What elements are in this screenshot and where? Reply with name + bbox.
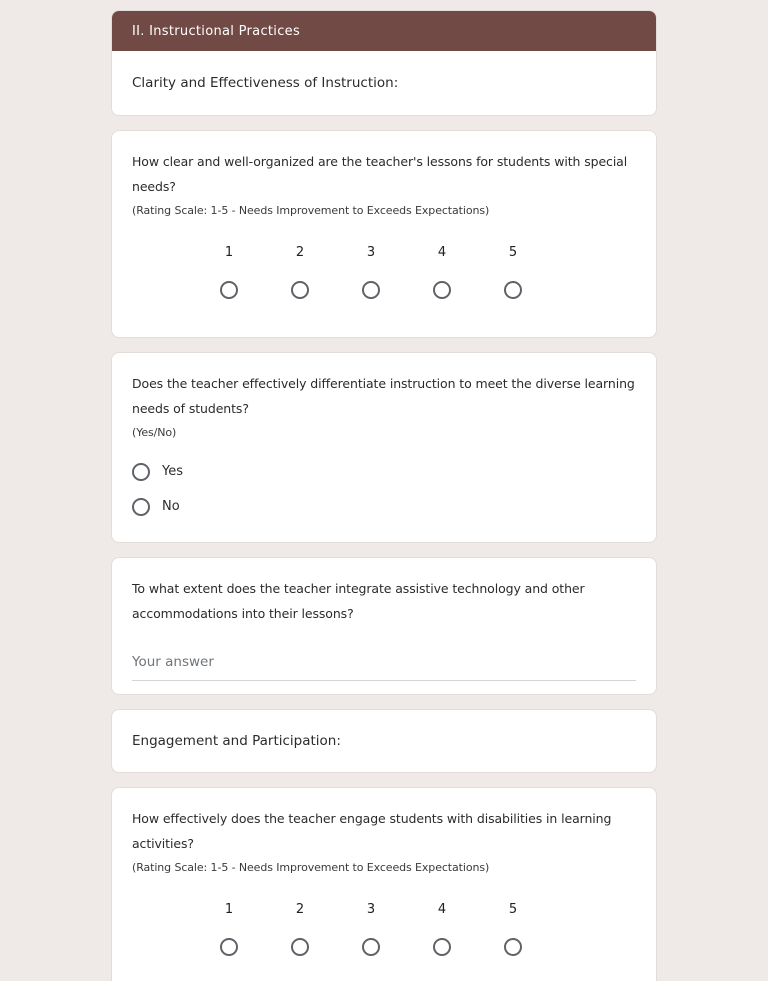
radio-button-icon[interactable]: [504, 281, 522, 299]
scale-number-1: 1: [224, 902, 234, 917]
radio-button-icon[interactable]: [132, 498, 150, 516]
radio-button-icon[interactable]: [220, 281, 238, 299]
heading-text: Engagement and Participation:: [132, 733, 341, 749]
heading-card: [111, 709, 657, 773]
linear-scale: [209, 902, 533, 956]
scale-radios-row: [209, 281, 533, 299]
question-card-linear-scale-1: [111, 130, 657, 338]
scale-option-3[interactable]: [351, 938, 391, 956]
radio-button-icon[interactable]: [220, 938, 238, 956]
scale-option-2[interactable]: [280, 938, 320, 956]
radio-button-icon[interactable]: [433, 938, 451, 956]
scale-number-2: 2: [295, 245, 305, 260]
section-title: II. Instructional Practices: [132, 23, 301, 39]
radio-button-icon[interactable]: [362, 938, 380, 956]
question-text: Does the teacher effectively differentiate instruction to meet the diverse learning needs of students?: [132, 376, 635, 416]
scale-option-3[interactable]: [351, 281, 391, 299]
scale-option-1[interactable]: [209, 281, 249, 299]
radio-button-icon[interactable]: [291, 938, 309, 956]
scale-number-2: 2: [295, 902, 305, 917]
short-answer-input[interactable]: [132, 648, 636, 681]
scale-numbers-row: [209, 245, 533, 260]
section-subtitle: Clarity and Effectiveness of Instruction:: [132, 75, 399, 91]
scale-number-5: 5: [508, 902, 518, 917]
section-subtitle-area: [112, 51, 656, 115]
option-no[interactable]: [132, 489, 636, 524]
question-hint: (Rating Scale: 1-5 - Needs Improvement to Exceeds Expectations): [132, 861, 490, 874]
scale-option-4[interactable]: [422, 281, 462, 299]
scale-number-4: 4: [437, 902, 447, 917]
option-yes[interactable]: [132, 454, 636, 489]
linear-scale: [209, 245, 533, 299]
section-header: [112, 11, 656, 51]
question-text: To what extent does the teacher integrate assistive technology and other accommodations into their lessons?: [132, 581, 585, 621]
scale-number-3: 3: [366, 902, 376, 917]
scale-number-4: 4: [437, 245, 447, 260]
question-hint: (Rating Scale: 1-5 - Needs Improvement to Exceeds Expectations): [132, 204, 490, 217]
option-label: No: [162, 499, 180, 514]
scale-number-1: 1: [224, 245, 234, 260]
scale-option-5[interactable]: [493, 938, 533, 956]
question-card-linear-scale-2: [111, 787, 657, 981]
radio-button-icon[interactable]: [362, 281, 380, 299]
radio-button-icon[interactable]: [132, 463, 150, 481]
scale-radios-row: [209, 938, 533, 956]
question-text: How clear and well-organized are the teacher's lessons for students with special needs?: [132, 154, 628, 194]
radio-button-icon[interactable]: [433, 281, 451, 299]
radio-button-icon[interactable]: [291, 281, 309, 299]
scale-number-3: 3: [366, 245, 376, 260]
scale-option-4[interactable]: [422, 938, 462, 956]
question-card-short-answer: [111, 557, 657, 695]
choice-options: [132, 454, 636, 524]
scale-option-5[interactable]: [493, 281, 533, 299]
scale-option-1[interactable]: [209, 938, 249, 956]
question-text: How effectively does the teacher engage students with disabilities in learning activities?: [132, 811, 612, 851]
question-hint: (Yes/No): [132, 426, 177, 439]
radio-button-icon[interactable]: [504, 938, 522, 956]
section-card: [111, 10, 657, 116]
form-column: [111, 0, 657, 981]
scale-number-5: 5: [508, 245, 518, 260]
scale-numbers-row: [209, 902, 533, 917]
option-label: Yes: [162, 464, 183, 479]
question-card-multiple-choice: [111, 352, 657, 543]
scale-option-2[interactable]: [280, 281, 320, 299]
